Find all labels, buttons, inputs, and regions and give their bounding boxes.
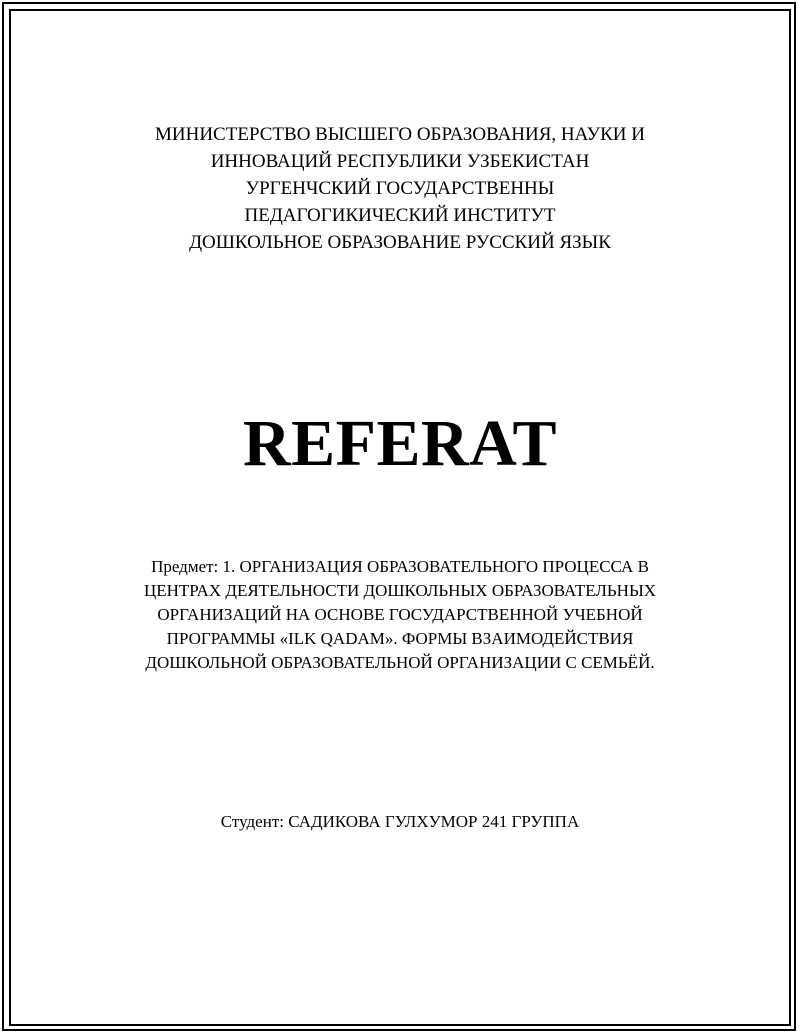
header-line: УРГЕНЧСКИЙ ГОСУДАРСТВЕННЫ xyxy=(245,178,555,199)
header-line: ИННОВАЦИЙ РЕСПУБЛИКИ УЗБЕКИСТАН xyxy=(210,151,590,172)
subject-line: Предмет: 1. ОРГАНИЗАЦИЯ ОБРАЗОВАТЕЛЬНОГО ПРОЦЕССА В xyxy=(151,557,649,576)
subject-line: ПРОГРАММЫ «ILK QADAM». ФОРМЫ ВЗАИМОДЕЙСТВИЯ xyxy=(166,629,634,648)
institution-header xyxy=(0,121,800,256)
header-line: ПЕДАГОГИКИЧЕСКИЙ ИНСТИТУТ xyxy=(244,205,556,226)
header-line: МИНИСТЕРСТВО ВЫСШЕГО ОБРАЗОВАНИЯ, НАУКИ И xyxy=(155,124,645,145)
subject-block xyxy=(0,555,800,675)
document-title: REFERAT xyxy=(243,407,557,480)
subject-line: ДОШКОЛЬНОЙ ОБРАЗОВАТЕЛЬНОЙ ОРГАНИЗАЦИИ С СЕМЬЁЙ. xyxy=(145,653,655,672)
student-info: Студент: САДИКОВА ГУЛХУМОР 241 ГРУППА xyxy=(220,812,580,831)
subject-line: ЦЕНТРАХ ДЕЯТЕЛЬНОСТИ ДОШКОЛЬНЫХ ОБРАЗОВАТЕЛЬНЫХ xyxy=(143,581,657,600)
header-line: ДОШКОЛЬНОЕ ОБРАЗОВАНИЕ РУССКИЙ ЯЗЫК xyxy=(189,232,611,253)
subject-line: ОРГАНИЗАЦИЙ НА ОСНОВЕ ГОСУДАРСТВЕННОЙ УЧЕБНОЙ xyxy=(157,605,643,624)
